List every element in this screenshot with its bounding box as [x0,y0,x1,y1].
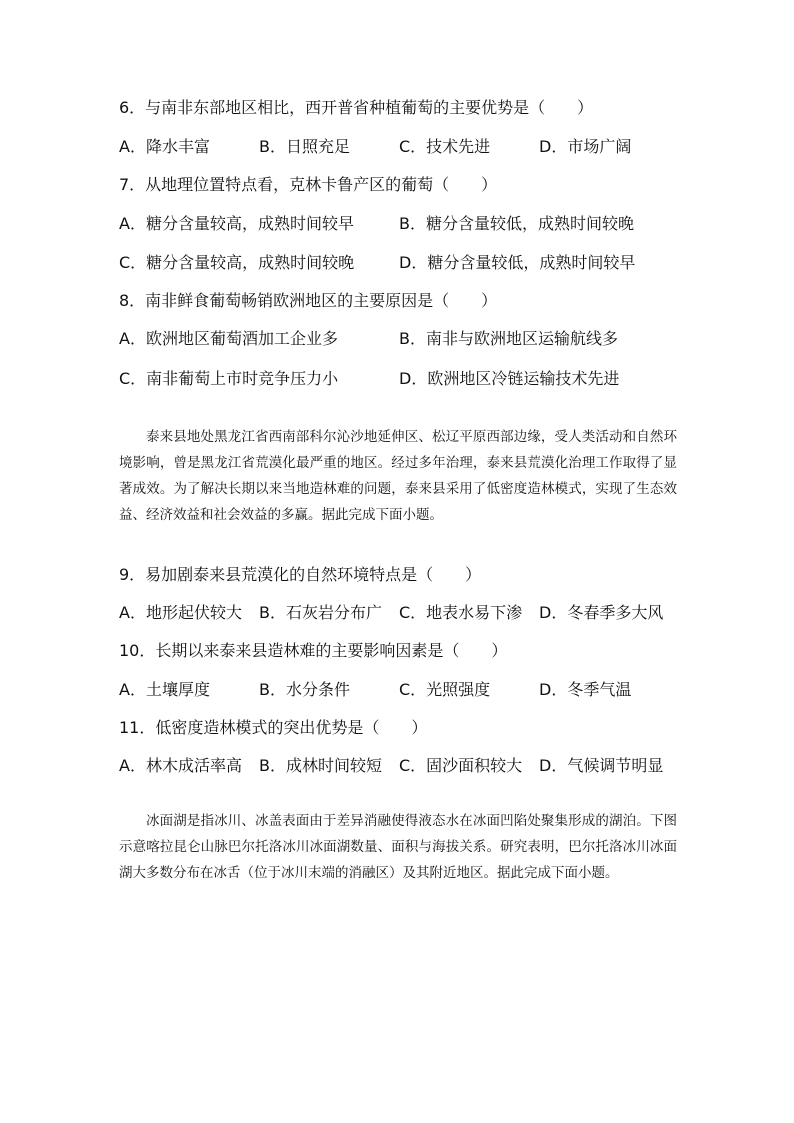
question-7-options-row1 [119,214,719,234]
q10-option-c: C．光照强度 [399,680,491,699]
question-8: 8．南非鲜食葡萄畅销欧洲地区的主要原因是（ ） [119,291,498,310]
question-11-options [119,756,719,776]
q9-option-a: A．地形起伏较大 [119,603,242,622]
passage-tailai-desertification: 泰来县地处黑龙江省西南部科尔沁沙地延伸区、松辽平原西部边缘，受人类活动和自然环境影响，曾是黑龙江省荒漠化最严重的地区。经过多年治理，泰来县荒漠化治理工作取得了显著成效。为了解决长期以来当地造林难的问题，泰来县采用了低密度造林模式，实现了生态效益、经济效益和社会效益的多赢。据此完成下面小题。 [119,429,677,523]
question-6-options [119,137,719,157]
q9-option-b: B．石灰岩分布广 [259,603,382,622]
q8-option-b: B．南非与欧洲地区运输航线多 [399,329,618,348]
q7-option-c: C．糖分含量较高，成熟时间较晚 [119,253,355,272]
q6-option-a: A．降水丰富 [119,137,210,156]
q11-option-d: D．气候调节明显 [539,756,664,775]
q10-option-b: B．水分条件 [259,680,350,699]
question-8-options-row1 [119,329,719,349]
q10-option-d: D．冬季气温 [539,680,632,699]
question-7: 7．从地理位置特点看，克林卡鲁产区的葡萄（ ） [119,175,498,194]
q6-option-b: B．日照充足 [259,137,350,156]
question-9: 9．易加剧泰来县荒漠化的自然环境特点是（ ） [119,565,482,584]
q7-option-b: B．糖分含量较低，成熟时间较晚 [399,214,634,233]
q9-option-c: C．地表水易下渗 [399,603,523,622]
question-11: 11．低密度造林模式的突出优势是（ ） [119,718,428,737]
q6-option-c: C．技术先进 [399,137,491,156]
q8-option-a: A．欧洲地区葡萄酒加工企业多 [119,329,338,348]
q8-option-c: C．南非葡萄上市时竞争压力小 [119,369,339,388]
q7-option-a: A．糖分含量较高，成熟时间较早 [119,214,354,233]
q9-option-d: D．冬春季多大风 [539,603,664,622]
question-9-options [119,603,719,623]
q11-option-b: B．成林时间较短 [259,756,382,775]
question-7-options-row2 [119,253,719,273]
question-10-options [119,680,719,700]
passage-supraglacial-lakes: 冰面湖是指冰川、冰盖表面由于差异消融使得液态水在冰面凹陷处聚集形成的湖泊。下图示意喀拉昆仑山脉巴尔托洛冰川冰面湖数量、面积与海拔关系。研究表明，巴尔托洛冰川冰面湖大多数分布在冰舌（位于冰川末端的消融区）及其附近地区。据此完成下面小题。 [119,813,677,881]
q10-option-a: A．土壤厚度 [119,680,210,699]
q6-option-d: D．市场广阔 [539,137,632,156]
q11-option-a: A．林木成活率高 [119,756,242,775]
q11-option-c: C．固沙面积较大 [399,756,523,775]
question-8-options-row2 [119,369,719,389]
q8-option-d: D．欧洲地区冷链运输技术先进 [399,369,620,388]
question-6: 6．与南非东部地区相比，西开普省种植葡萄的主要优势是（ ） [119,98,594,117]
question-10: 10．长期以来泰来县造林难的主要影响因素是（ ） [119,641,508,660]
q7-option-d: D．糖分含量较低，成熟时间较早 [399,253,636,272]
